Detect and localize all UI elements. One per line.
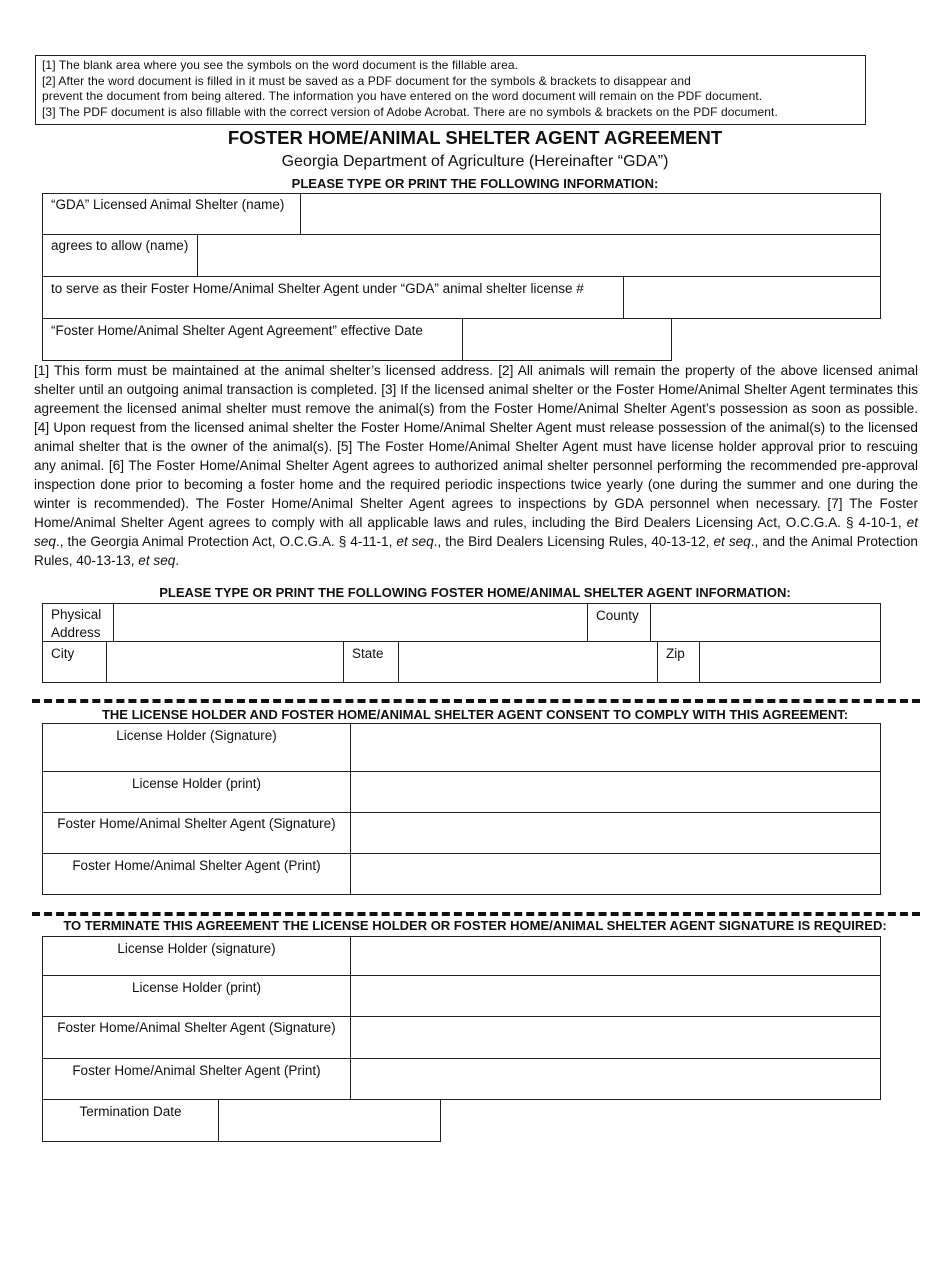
consent-agent-print-label: Foster Home/Animal Shelter Agent (Print) [42, 853, 351, 895]
effective-date-label: “Foster Home/Animal Shelter Agent Agreement” effective Date [42, 318, 463, 361]
effective-date-field[interactable] [462, 318, 672, 361]
consent-license-holder-signature-field[interactable] [350, 723, 881, 772]
form-subtitle: Georgia Department of Agriculture (Hereinafter “GDA”) [281, 153, 669, 170]
termination-license-holder-print-label: License Holder (print) [42, 975, 351, 1017]
note-line-4: [3] The PDF document is also fillable with the correct version of Adobe Acrobat. There are no symbols & brackets on the PDF document. [42, 104, 778, 119]
instructions-notes-box [35, 55, 866, 125]
consent-agent-print-field[interactable] [350, 853, 881, 895]
terms-text-3: ., the Bird Dealers Licensing Rules, 40-13-12, [433, 534, 714, 549]
dashed-divider [32, 699, 920, 703]
terms-et-seq-1: et seq [34, 515, 918, 549]
agent-name-field[interactable] [197, 234, 881, 277]
termination-date-field[interactable] [218, 1099, 441, 1142]
county-field[interactable] [650, 603, 881, 642]
termination-license-holder-print-field[interactable] [350, 975, 881, 1017]
consent-license-holder-signature-label: License Holder (Signature) [42, 723, 351, 772]
note-line-3: prevent the document from being altered. The information you have entered on the word document will remain on the PDF document. [42, 89, 763, 103]
license-number-label: to serve as their Foster Home/Animal Shelter Agent under “GDA” animal shelter license # [42, 276, 624, 319]
terms-et-seq-2: et seq [396, 534, 434, 549]
termination-date-label: Termination Date [42, 1099, 219, 1142]
termination-heading: TO TERMINATE THIS AGREEMENT THE LICENSE HOLDER OR FOSTER HOME/ANIMAL SHELTER AGENT SIGNATURE IS REQUIRED: [63, 918, 887, 933]
note-line-2: [2] After the word document is filled in it must be saved as a PDF document for the symbols & brackets to disappear and [42, 73, 691, 88]
consent-heading: THE LICENSE HOLDER AND FOSTER HOME/ANIMAL SHELTER AGENT CONSENT TO COMPLY WITH THIS AGREEMENT: [101, 707, 849, 722]
terms-text-1: [1] This form must be maintained at the animal shelter’s licensed address. [2] All animals will remain the property of the above licensed animal shelter until an outgoing animal transaction is completed. [3] If the licensed animal shelter or the Foster Home/Animal Shelter Agent terminates this agreement the licensed animal shelter must remove the animal(s) from the Foster Home/Animal Shelter Agent’s possession as soon as possible. [4] Upon request from the licensed animal shelter the Foster Home/Animal Shelter Agent must release possession of the animal(s) to the licensed animal shelter that is the owner of the animal(s). [5] The Foster Home/Animal Shelter Agent must have license holder approval prior to rescuing any animal. [6] The Foster Home/Animal Shelter Agent agrees to authorized animal shelter personnel performing the recommended pre-approval inspection done prior to becoming a foster home and the required periodic inspections twice yearly (one during the summer and one during the winter is recommended). The Foster Home/Animal Shelter Agent agrees to inspections by GDA personnel when necessary. [7] The Foster Home/Animal Shelter Agent agrees to comply with all applicable laws and rules, including the Bird Dealers Licensing Act, O.C.G.A. § 4-10-1, [34, 363, 918, 530]
dashed-divider [32, 912, 920, 916]
zip-label: Zip [657, 641, 700, 683]
physical-address-field[interactable] [113, 603, 588, 642]
agent-name-label: agrees to allow (name) [42, 234, 198, 277]
termination-agent-print-field[interactable] [350, 1058, 881, 1100]
physical-address-label: Physical Address [42, 603, 114, 642]
termination-agent-signature-field[interactable] [350, 1016, 881, 1059]
license-number-field[interactable] [623, 276, 881, 319]
consent-agent-signature-field[interactable] [350, 812, 881, 854]
consent-license-holder-print-field[interactable] [350, 771, 881, 813]
city-field[interactable] [106, 641, 344, 683]
zip-field[interactable] [699, 641, 881, 683]
note-line-1: [1] The blank area where you see the symbols on the word document is the fillable area. [42, 58, 519, 72]
terms-text-2: ., the Georgia Animal Protection Act, O.C.G.A. § 4-11-1, [55, 534, 397, 549]
terms-text-4: ., and the Animal Protection Rules, 40-13-13, [34, 534, 918, 568]
termination-agent-print-label: Foster Home/Animal Shelter Agent (Print) [42, 1058, 351, 1100]
agent-info-heading: PLEASE TYPE OR PRINT THE FOLLOWING FOSTER HOME/ANIMAL SHELTER AGENT INFORMATION: [159, 585, 791, 600]
form-title: FOSTER HOME/ANIMAL SHELTER AGENT AGREEMENT [227, 127, 723, 148]
termination-agent-signature-label: Foster Home/Animal Shelter Agent (Signature) [42, 1016, 351, 1059]
terms-et-seq-4: et seq [138, 553, 176, 568]
state-field[interactable] [398, 641, 658, 683]
shelter-name-label: “GDA” Licensed Animal Shelter (name) [42, 193, 301, 235]
shelter-name-field[interactable] [300, 193, 881, 235]
county-label: County [587, 603, 651, 642]
consent-agent-signature-label: Foster Home/Animal Shelter Agent (Signature) [42, 812, 351, 854]
agreement-terms [34, 361, 918, 570]
termination-license-holder-signature-label: License Holder (signature) [42, 936, 351, 976]
terms-text-5: . [175, 553, 180, 568]
termination-license-holder-signature-field[interactable] [350, 936, 881, 976]
consent-license-holder-print-label: License Holder (print) [42, 771, 351, 813]
state-label: State [343, 641, 399, 683]
city-label: City [42, 641, 107, 683]
form-instruction: PLEASE TYPE OR PRINT THE FOLLOWING INFORMATION: [291, 176, 659, 191]
terms-et-seq-3: et seq [713, 534, 751, 549]
